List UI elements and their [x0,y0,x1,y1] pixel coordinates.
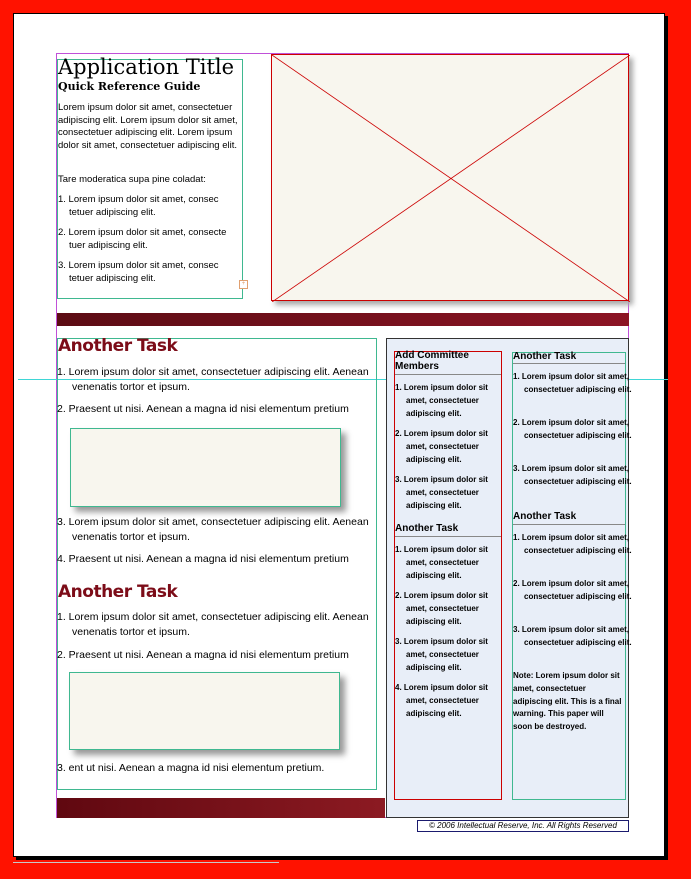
sidebar-heading-rule [395,374,501,375]
sidebar-list-item: 1. Lorem ipsum dolor sit amet, consectetuer adipiscing elit. [395,545,488,580]
list-item: 3. Lorem ipsum dolor sit amet, consec tetuer adipiscing elit. [58,260,219,284]
list-item: 2. Lorem ipsum dolor sit amet, consecte tuer adipiscing elit. [58,227,227,251]
task-heading: Another Task [58,336,178,356]
placeholder-cross-icon [272,55,630,302]
page-title: Application Title [58,55,235,79]
sidebar-heading-rule [395,536,501,537]
sidebar-list-item: 3. Lorem ipsum dolor sit amet, consectetuer adipiscing elit. [513,464,632,486]
sidebar-heading: Another Task [513,351,577,362]
screenshot-placeholder[interactable] [70,428,341,507]
task-step: 2. Praesent ut nisi. Aenean a magna id nisi elementum pretium [57,403,349,415]
image-placeholder-frame[interactable] [271,54,629,301]
header-divider-bar [57,313,629,326]
task-step: 1. Lorem ipsum dolor sit amet, consectetuer adipiscing elit. Aenean venenatis tortor et ipsum. [57,366,369,393]
sidebar-list-item: 1. Lorem ipsum dolor sit amet, consectetuer adipiscing elit. [395,383,488,418]
task-heading: Another Task [58,582,178,602]
sidebar-heading-rule [513,524,625,525]
sidebar-list-item: 2. Lorem ipsum dolor sit amet, consectetuer adipiscing elit. [395,591,488,626]
list-item: 1. Lorem ipsum dolor sit amet, consec tetuer adipiscing elit. [58,194,219,218]
pasteboard-guide [13,862,279,863]
sidebar-heading: Another Task [395,523,459,534]
sidebar-heading: Another Task [513,511,577,522]
task-step: 4. Praesent ut nisi. Aenean a magna id nisi elementum pretium [57,553,349,565]
screenshot-placeholder[interactable] [69,672,340,750]
intro-paragraph: Lorem ipsum dolor sit amet, consectetuer adipiscing elit. Lorem ipsum dolor sit amet, consectetuer adipiscing elit. Lorem ipsum dolor sit amet, consectetuer adipiscing elit. [58,102,238,151]
intro-list [58,194,238,293]
sidebar-list-item: 3. Lorem ipsum dolor sit amet, consectetuer adipiscing elit. [513,625,632,647]
sidebar-list-item: 3. Lorem ipsum dolor sit amet, consectetuer adipiscing elit. [395,637,488,672]
sidebar-list-item: 4. Lorem ipsum dolor sit amet, consectetuer adipiscing elit. [395,683,488,718]
task-step: 1. Lorem ipsum dolor sit amet, consectetuer adipiscing elit. Aenean venenatis tortor et ipsum. [57,611,369,638]
sidebar-note: Note: Lorem ipsum dolor sit amet, consectetuer adipiscing elit. This is a final warning. This paper will soon be destroyed. [513,671,622,732]
sidebar-heading: Add Committee Members [395,350,469,372]
intro-lead-in: Tare moderatica supa pine coladat: [58,174,206,185]
footer-divider-bar [57,798,385,818]
sidebar-list-item: 2. Lorem ipsum dolor sit amet, consectetuer adipiscing elit. [513,418,632,440]
task-step: 3. ent ut nisi. Aenean a magna id nisi elementum pretium. [57,762,325,774]
page-subtitle: Quick Reference Guide [58,80,201,93]
task-step: 2. Praesent ut nisi. Aenean a magna id nisi elementum pretium [57,649,349,661]
task-step: 3. Lorem ipsum dolor sit amet, consectetuer adipiscing elit. Aenean venenatis tortor et ipsum. [57,516,369,543]
sidebar-list-item: 3. Lorem ipsum dolor sit amet, consectetuer adipiscing elit. [395,475,488,510]
sidebar-list-item: 2. Lorem ipsum dolor sit amet, consectetuer adipiscing elit. [513,579,632,601]
copyright-notice: © 2006 Intellectual Reserve, Inc. All Rights Reserved [417,820,629,832]
sidebar-list-item: 2. Lorem ipsum dolor sit amet, consectetuer adipiscing elit. [395,429,488,464]
sidebar-list-item: 1. Lorem ipsum dolor sit amet, consectetuer adipiscing elit. [513,372,632,394]
sidebar-heading-rule [513,363,625,364]
text-overflow-icon[interactable]: + [239,280,248,289]
sidebar-list-item: 1. Lorem ipsum dolor sit amet, consectetuer adipiscing elit. [513,533,632,555]
